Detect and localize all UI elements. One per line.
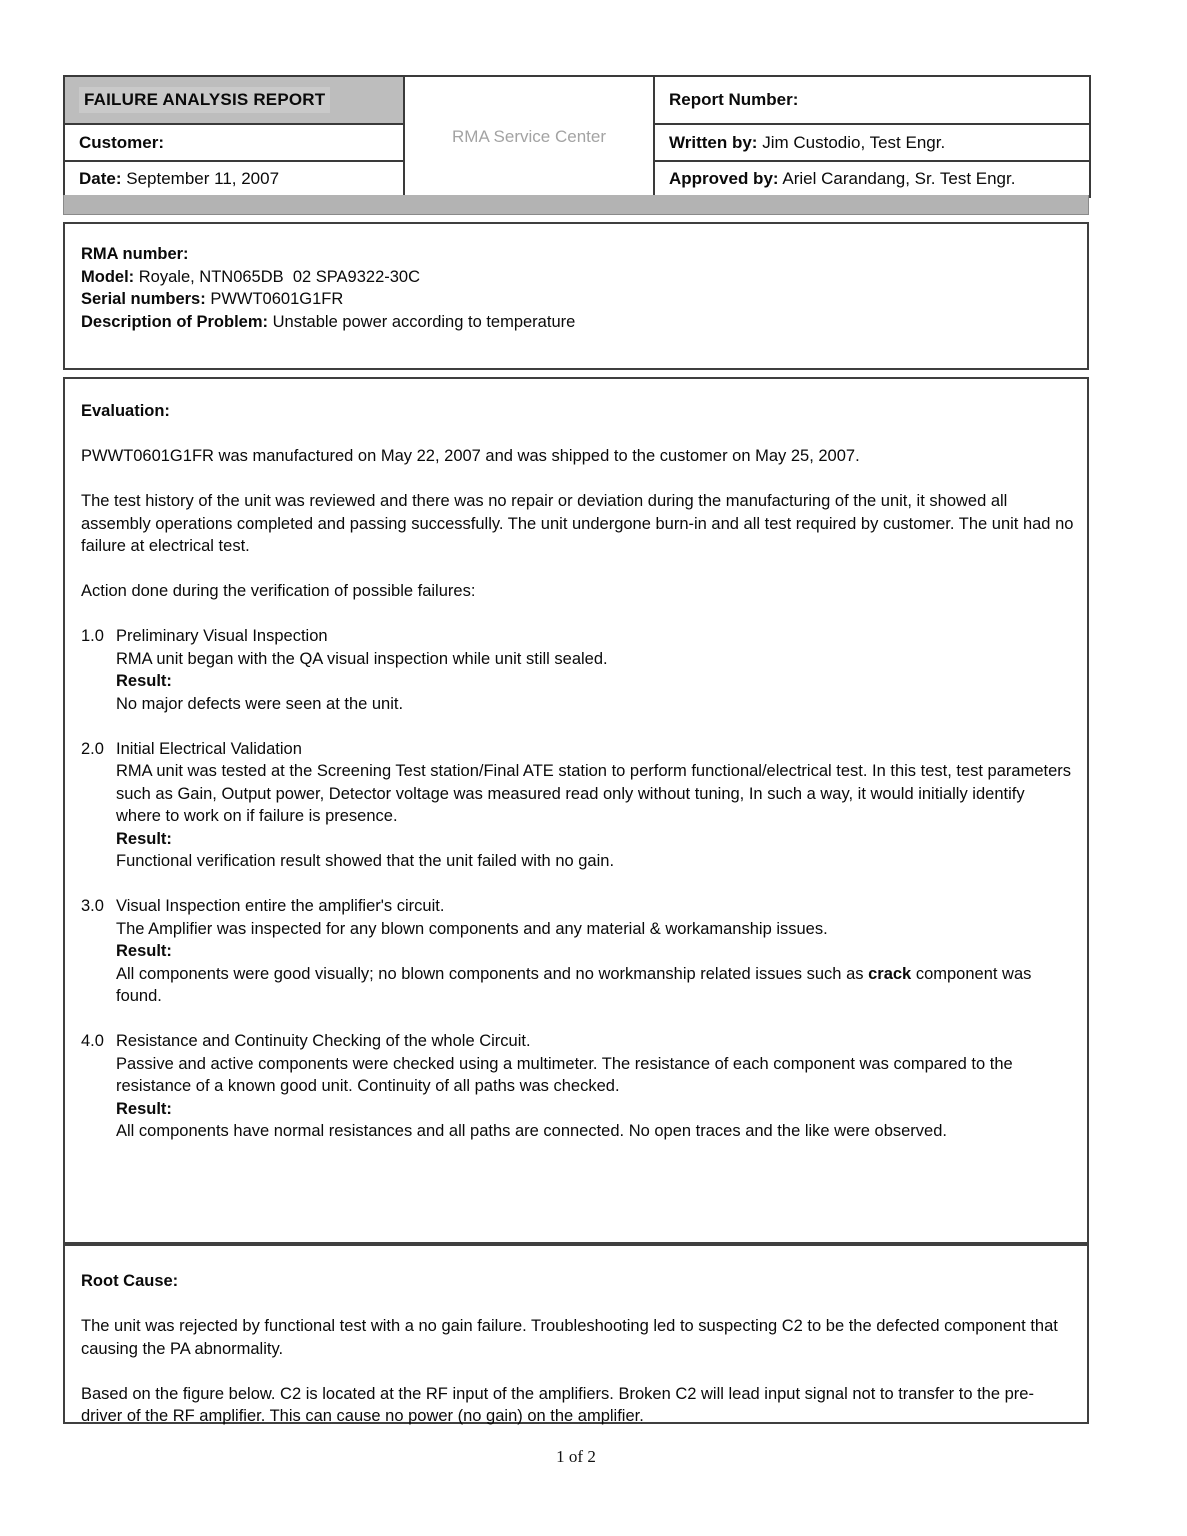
- report-title-cell: [64, 76, 404, 124]
- rma-info-section: [63, 222, 1089, 370]
- item-content: [116, 895, 1075, 1008]
- evaluation-item-3: [81, 895, 1075, 1008]
- date-cell: [64, 161, 404, 197]
- item-result-text-pre: All components were good visually; no blown components and no workmanship related issues such as: [116, 964, 869, 983]
- report-number-cell: [654, 76, 1090, 124]
- problem-description-value: Unstable power according to temperature: [272, 312, 576, 331]
- item-result-text: Functional verification result showed that the unit failed with no gain.: [116, 852, 615, 870]
- item-body: RMA unit was tested at the Screening Test station/Final ATE station to perform functional/electrical test. In this test, test parameters such as Gain, Output power, Detector voltage was measured read only without tuning, In such a way, it would initially identify where to work on if failure is presence.: [116, 762, 1072, 825]
- item-number: 2.0: [81, 739, 104, 758]
- item-result-label: Result:: [116, 829, 172, 848]
- root-cause-paragraph-2: Based on the figure below. C2 is located at the RF input of the amplifiers. Broken C2 will lead input signal not to transfer to the pre-driver of the RF amplifier. This can cause no power (no gain) on the amplifier.: [81, 1384, 1034, 1425]
- evaluation-item-2: [81, 738, 1075, 873]
- serial-numbers-value: PWWT0601G1FR: [210, 290, 344, 308]
- rma-number-label: RMA number:: [81, 245, 189, 263]
- item-number: 1.0: [81, 627, 104, 645]
- approved-by-label: Approved by:: [669, 169, 779, 188]
- date-label: Date:: [79, 169, 122, 188]
- root-cause-heading: Root Cause:: [81, 1272, 179, 1290]
- item-result-text: No major defects were seen at the unit.: [116, 694, 404, 713]
- rma-number-line: [81, 243, 1075, 266]
- customer-cell: [64, 124, 404, 161]
- page-number-indicator: 1 of 2: [556, 1447, 596, 1466]
- problem-line: [81, 311, 1075, 334]
- document-content: [63, 75, 1089, 1467]
- customer-label: Customer:: [79, 132, 165, 152]
- item-title: Resistance and Continuity Checking of the whole Circuit.: [116, 1032, 531, 1050]
- item-title: Initial Electrical Validation: [116, 739, 302, 758]
- evaluation-item-1: [81, 625, 1075, 715]
- item-result-text: All components have normal resistances and all paths are connected. No open traces and the like were observed.: [116, 1122, 947, 1140]
- item-title: Preliminary Visual Inspection: [116, 627, 328, 645]
- model-line: [81, 266, 1075, 289]
- item-result-text-post: component was found.: [116, 964, 1032, 1005]
- item-title: Visual Inspection entire the amplifier's circuit.: [116, 897, 445, 915]
- evaluation-section: [63, 377, 1089, 1244]
- report-number-label: Report Number:: [669, 90, 799, 109]
- evaluation-paragraph-3: Action done during the verification of possible failures:: [81, 582, 476, 600]
- root-cause-section: [63, 1244, 1089, 1424]
- item-number: 4.0: [81, 1032, 104, 1050]
- rma-service-center-label: RMA Service Center: [452, 126, 606, 146]
- evaluation-item-4: [81, 1030, 1075, 1143]
- root-cause-paragraph-1: The unit was rejected by functional test with a no gain failure. Troubleshooting led to suspecting C2 to be the defected component that causing the PA abnormality.: [81, 1317, 1058, 1358]
- item-result-text-bold: crack: [868, 964, 912, 983]
- item-body: The Amplifier was inspected for any blown components and any material & workamanship issues.: [116, 919, 828, 938]
- written-by-label: Written by:: [669, 132, 758, 152]
- rma-service-center-cell: [404, 76, 654, 197]
- item-content: [116, 1030, 1075, 1143]
- item-number: 3.0: [81, 897, 104, 915]
- model-label: Model:: [81, 267, 135, 286]
- evaluation-paragraph-2: The test history of the unit was reviewed and there was no repair or deviation during the manufacturing of the unit, it showed all assembly operations completed and passing successfully. The unit undergone burn-in and all test required by customer. The unit had no failure at electrical test.: [81, 492, 1074, 555]
- item-body: Passive and active components were checked using a multimeter. The resistance of each component was compared to the resistance of a known good unit. Continuity of all paths was checked.: [116, 1054, 1013, 1095]
- evaluation-paragraph-1: PWWT0601G1FR was manufactured on May 22, 2007 and was shipped to the customer on May 25, 2007.: [81, 447, 860, 465]
- item-body: RMA unit began with the QA visual inspection while unit still sealed.: [116, 649, 608, 668]
- page-title: FAILURE ANALYSIS REPORT: [79, 87, 330, 113]
- written-by-cell: [654, 124, 1090, 161]
- model-value: Royale, NTN065DB 02 SPA9322-30C: [138, 267, 421, 286]
- serial-line: [81, 288, 1075, 311]
- item-result-label: Result:: [116, 1099, 172, 1118]
- item-result-label: Result:: [116, 942, 172, 960]
- serial-numbers-label: Serial numbers:: [81, 290, 206, 308]
- item-content: [116, 738, 1075, 873]
- item-result-text: [116, 963, 1073, 1008]
- date-value: September 11, 2007: [126, 169, 280, 188]
- divider-bar: [63, 195, 1089, 215]
- item-result-label: Result:: [116, 672, 172, 690]
- item-content: [116, 625, 1075, 715]
- written-by-value: Jim Custodio, Test Engr.: [762, 132, 946, 152]
- approved-by-value: Ariel Carandang, Sr. Test Engr.: [782, 169, 1016, 188]
- problem-description-label: Description of Problem:: [81, 312, 269, 331]
- approved-by-cell: [654, 161, 1090, 197]
- evaluation-heading: Evaluation:: [81, 402, 170, 420]
- header-table: [63, 75, 1091, 198]
